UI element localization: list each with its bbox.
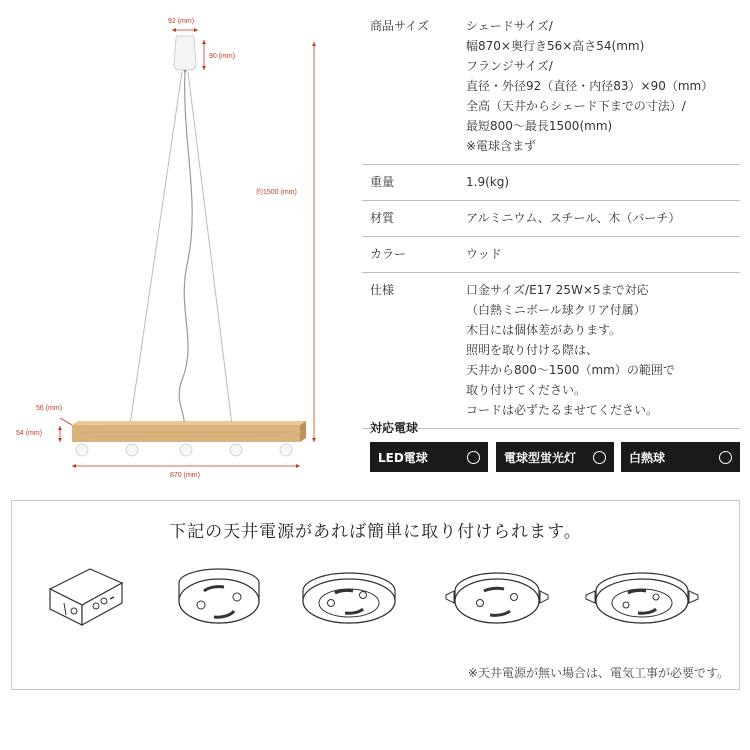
shade-depth-label: 56 (mm) (36, 405, 63, 412)
spec-line: 幅870×奥行き56×高さ54(mm) (466, 39, 645, 53)
compatible-bulbs-title: 対応電球 (370, 421, 419, 435)
spec-label: 材質 (370, 211, 395, 225)
spec-line: コードは必ずたるませてください。 (466, 403, 659, 417)
flange-height-label: 90 (mm) (209, 53, 236, 60)
spec-value: 1.9(kg) (466, 175, 510, 189)
spec-line: ※電球含まず (466, 139, 537, 153)
bulb-option-fluorescent (496, 442, 614, 472)
spec-line: （白熱ミニボール球クリア付属） (466, 303, 646, 317)
spec-value: アルミニウム、スチール、木（バーチ） (466, 211, 681, 225)
circle-mark-icon (467, 451, 480, 464)
round-ceiling-outlet-icon (172, 561, 266, 637)
bulb-option-incandescent (621, 442, 740, 472)
circle-mark-icon (593, 451, 606, 464)
spec-line: シェードサイズ/ (466, 19, 553, 33)
product-dimension-drawing (0, 0, 360, 495)
electrical-work-note: ※天井電源が無い場合は、電気工事が必要です。 (467, 666, 729, 680)
spec-row-material (362, 201, 740, 237)
spec-value (466, 16, 713, 156)
spec-line: 照明を取り付ける際は、 (466, 343, 599, 357)
hook-ceiling-outlet-icon (442, 561, 552, 637)
ceiling-power-section (11, 500, 740, 690)
spec-line: フランジサイズ/ (466, 59, 553, 73)
spec-label: 商品サイズ (370, 19, 430, 33)
spec-line: 口金サイズ/E17 25W×5まで対応 (466, 283, 649, 297)
total-height-label: 約1500 (mm) (256, 189, 297, 196)
spec-line: 取り付けてください。 (466, 383, 587, 397)
bulb-option-label: 白熱球 (629, 450, 666, 465)
spec-label: 重量 (370, 175, 395, 189)
spec-label: 仕様 (370, 283, 395, 297)
bulb-option-led (370, 442, 488, 472)
spec-row-spec (362, 273, 740, 429)
pendant-light-illustration (0, 0, 360, 495)
spec-row-size (362, 8, 740, 165)
flange-width-label: 92 (mm) (168, 18, 195, 25)
bulb-option-label: 電球型蛍光灯 (504, 450, 577, 465)
ceiling-power-title: 下記の天井電源があれば簡単に取り付けられます。 (169, 522, 582, 542)
hook-ceiling-rosette-icon (582, 561, 702, 637)
spec-value (466, 280, 675, 420)
round-ceiling-rosette-icon (297, 561, 401, 637)
spec-table (362, 8, 740, 429)
shade-width-label: 870 (mm) (170, 472, 200, 479)
spec-row-weight (362, 165, 740, 201)
spec-line: 天井から800～1500（mm）の範囲で (466, 363, 675, 377)
spec-line: 全高（天井からシェード下までの寸法）/ (466, 99, 686, 113)
spec-line: 木目には個体差があります。 (466, 323, 622, 337)
bulb-option-label: LED電球 (378, 450, 428, 465)
shade-height-label: 54 (mm) (16, 430, 43, 437)
spec-row-color (362, 237, 740, 273)
spec-line: 最短800～最長1500(mm) (466, 119, 613, 133)
ceiling-box-outlet-icon (44, 561, 130, 637)
circle-mark-icon (719, 451, 732, 464)
spec-line: 直径・外径92（直径・内径83）×90（mm） (466, 79, 714, 93)
spec-label: カラー (370, 247, 407, 261)
spec-value: ウッド (466, 247, 502, 261)
